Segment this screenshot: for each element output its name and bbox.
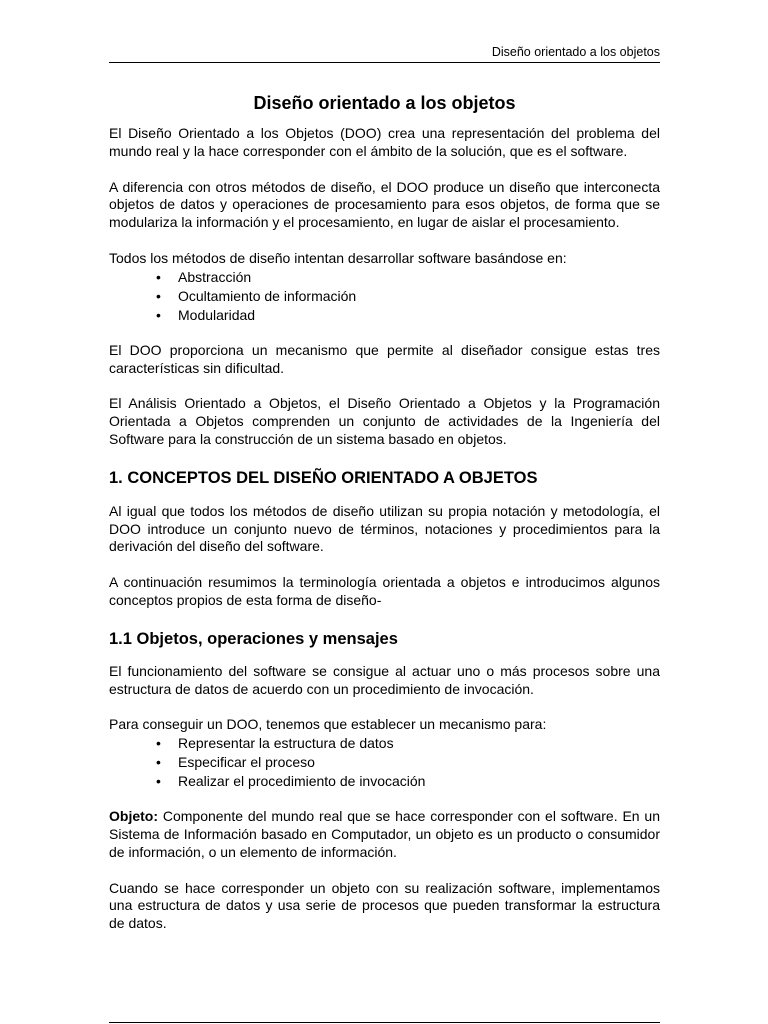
intro-paragraph-1: El Diseño Orientado a los Objetos (DOO) crea una representación del problema del mundo real y la hace corresponder con el ámbito de la solución, que es el software. xyxy=(109,125,660,159)
document-title: Diseño orientado a los objetos xyxy=(253,93,516,113)
bullet-icon: • xyxy=(156,754,161,771)
bullet-icon: • xyxy=(156,735,161,752)
list-item: • Representar la estructura de datos xyxy=(156,735,394,752)
section-heading-1: 1. CONCEPTOS DEL DISEÑO ORIENTADO A OBJETOS xyxy=(109,468,538,487)
list-item: • Especificar el proceso xyxy=(156,754,315,771)
section1-paragraph-1: Al igual que todos los métodos de diseño utilizan su propia notación y metodología, el DOO introduce un conjunto nuevo de términos, notaciones y procedimientos para la derivación del diseño del software. xyxy=(109,502,660,555)
running-header: Diseño orientado a los objetos xyxy=(491,45,660,59)
objeto-term: Objeto: xyxy=(109,808,158,825)
bullet-icon: • xyxy=(156,773,161,790)
bullet-icon: • xyxy=(156,268,161,285)
section1-paragraph-2: A continuación resumimos la terminología orientada a objetos e introducimos algunos conceptos propios de esta forma de diseño- xyxy=(109,574,660,608)
objeto-definition xyxy=(109,808,660,861)
header-rule xyxy=(109,62,660,63)
list-item: • Abstracción xyxy=(156,268,252,285)
intro-paragraph-2: A diferencia con otros métodos de diseño, el DOO produce un diseño que interconecta objetos de datos y operaciones de procesamiento para esos objetos, de forma que se modulariza la información y el procesamiento, en lugar de aislar el procesamiento. xyxy=(109,178,660,231)
footer-rule xyxy=(109,1022,660,1023)
design-principles-list xyxy=(109,268,660,325)
subsection-heading-1-1: 1.1 Objetos, operaciones y mensajes xyxy=(109,629,398,648)
bullet-icon: • xyxy=(156,287,161,304)
subsection-paragraph-2: Para conseguir un DOO, tenemos que establecer un mecanismo para: xyxy=(109,716,547,733)
subsection-paragraph-3: Cuando se hace corresponder un objeto con su realización software, implementamos una estructura de datos y usa serie de procesos que pueden transformar la estructura de datos. xyxy=(109,879,660,932)
list-item: • Realizar el procedimiento de invocación xyxy=(156,773,426,790)
list-item: • Ocultamiento de información xyxy=(156,287,357,304)
subsection-paragraph-1: El funcionamiento del software se consigue al actuar uno o más procesos sobre una estructura de datos de acuerdo con un procedimiento de invocación. xyxy=(109,662,660,697)
bullet-icon: • xyxy=(156,306,161,323)
intro-paragraph-5: El Análisis Orientado a Objetos, el Diseño Orientado a Objetos y la Programación Orientada a Objetos comprenden un conjunto de actividades de la Ingeniería del Software para la construcción de un sistema basado en objetos. xyxy=(109,395,660,447)
document-body xyxy=(109,92,660,951)
intro-paragraph-3: Todos los métodos de diseño intentan desarrollar software basándose en: xyxy=(109,249,567,266)
list-item: • Modularidad xyxy=(156,306,256,323)
mechanism-list xyxy=(109,734,660,791)
intro-paragraph-4: El DOO proporciona un mecanismo que permite al diseñador consigue estas tres características sin dificultad. xyxy=(109,341,660,376)
objeto-definition-text: Componente del mundo real que se hace corresponder con el software. En un Sistema de Información basado en Computador, un objeto es un producto o consumidor de información, o un elemento de información. xyxy=(109,808,660,860)
